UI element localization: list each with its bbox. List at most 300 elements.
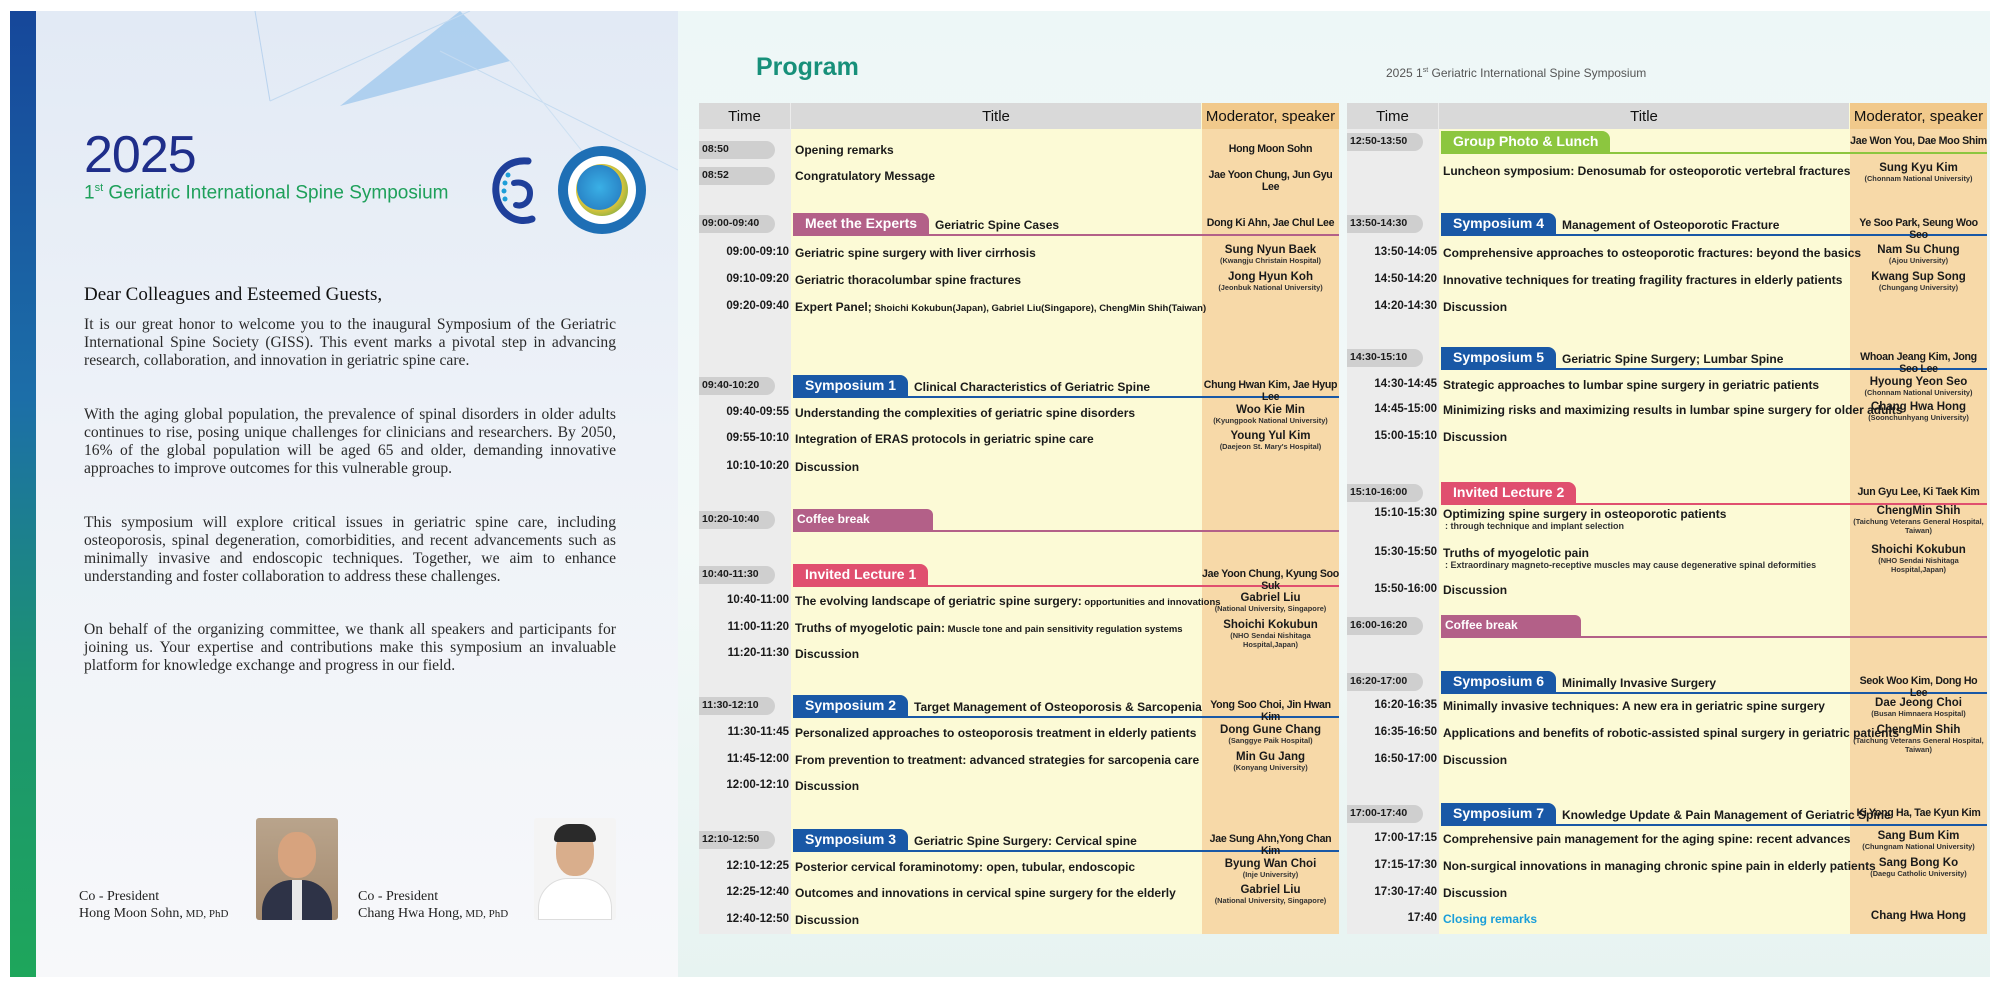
- schedule-row: [699, 511, 1339, 531]
- session-badge: Symposium 1: [793, 375, 908, 397]
- speaker-name: Chung Hwan Kim, Jae Hyup Lee: [1203, 379, 1338, 403]
- session-badge: Coffee break: [793, 509, 933, 531]
- speaker-affiliation: (Kwangju Christain Hospital): [1219, 256, 1321, 265]
- talk-title-text: Discussion: [1443, 886, 1508, 900]
- speaker-name: Dong Gune Chang: [1220, 724, 1321, 736]
- speaker-name: Jae Yoon Chung, Kyung Soo Suk: [1202, 568, 1339, 592]
- talk-title: [795, 300, 1206, 314]
- session-badge: Symposium 5: [1441, 347, 1556, 369]
- schedule-row: [1347, 697, 1987, 717]
- talk-title: [1443, 832, 1850, 846]
- session-badge: Invited Lecture 1: [793, 564, 928, 586]
- speaker-name: Whoan Jeang Kim, Jong Seo Lee: [1860, 351, 1977, 375]
- time-slot: 16:00-16:20: [1347, 617, 1423, 635]
- speaker-name: Sang Bong Ko: [1878, 857, 1959, 869]
- moderator-speaker: [1850, 271, 1987, 292]
- symposium-year: 2025: [84, 126, 196, 184]
- session-subtitle: Clinical Characteristics of Geriatric Spine: [914, 380, 1151, 394]
- schedule-row: [1347, 617, 1987, 637]
- speaker-name: Ye Soo Park, Seung Woo Seo: [1859, 217, 1978, 241]
- schedule-row: [1347, 884, 1987, 904]
- speaker-affiliation: (Ajou University): [1888, 256, 1949, 265]
- schedule-row: [1347, 349, 1987, 375]
- talk-title-text: Discussion: [1443, 583, 1508, 597]
- speaker-name: Hyoung Yeon Seo: [1869, 376, 1968, 388]
- time-slot: 17:00-17:15: [1374, 832, 1437, 844]
- moderator-speaker: [1850, 857, 1987, 878]
- moderator-speaker: [1202, 858, 1339, 879]
- talk-title-text: Comprehensive pain management for the aging spine: recent advances: [1443, 832, 1851, 846]
- president-2-name: Chang Hwa Hong, MD, PhD: [358, 906, 509, 921]
- speaker-affiliation: (Daejeon St. Mary's Hospital): [1219, 442, 1322, 451]
- talk-title-text: Comprehensive approaches to osteoporotic fractures: beyond the basics: [1443, 246, 1862, 260]
- speaker-name: Sang Bum Kim: [1877, 830, 1960, 842]
- time-slot: 14:20-14:30: [1374, 300, 1437, 312]
- session-subtitle: Knowledge Update & Pain Management of Geriatric Spine: [1562, 808, 1891, 822]
- time-slot: 17:00-17:40: [1347, 805, 1423, 823]
- moderator-speaker: [1850, 401, 1987, 422]
- talk-title: [795, 246, 1036, 260]
- speaker-name: Kwang Sup Song: [1871, 271, 1966, 283]
- talk-title: [795, 726, 1196, 740]
- session-badge: Meet the Experts: [793, 213, 929, 235]
- time-slot: 15:10-15:30: [1374, 507, 1437, 519]
- talk-title-text: Luncheon symposium: Denosumab for osteoporotic vertebral fractures: [1443, 164, 1851, 178]
- speaker-affiliation: (National University, Singapore): [1214, 896, 1327, 905]
- speaker-affiliation: (Sanggye Paik Hospital): [1228, 736, 1313, 745]
- schedule-row: [699, 724, 1339, 744]
- time-slot: 11:20-11:30: [727, 647, 789, 659]
- talk-title: [1443, 912, 1537, 926]
- talk-title: [1443, 430, 1507, 444]
- moderator-speaker: [1202, 724, 1339, 745]
- schedule-row: [1347, 484, 1987, 504]
- schedule-row: [699, 430, 1339, 450]
- talk-title: [795, 406, 1135, 420]
- schedule-row: [699, 141, 1339, 161]
- apss-seal-icon: [558, 146, 646, 234]
- schedule-row: [1347, 133, 1987, 153]
- welcome-paragraph-3: This symposium will explore critical issues in geriatric spine care, including osteoporosis, spinal degeneration, comorbidities, and recent advancements such as minimally invasive and endoscopic techniques. Together, we aim to enhance understanding and foster collaboration to address these challenges.: [84, 514, 616, 585]
- speaker-name: Jae Sung Ahn,Yong Chan Kim: [1209, 833, 1332, 857]
- session-divider: [1441, 824, 1987, 826]
- welcome-paragraph-2: With the aging global population, the prevalence of spinal disorders in older adults continues to rise, posing unique challenges for clinicians and researchers. By 2050, 16% of the global population will be aged 65 and older, demanding innovative approaches to improve outcomes for this vulnerable group.: [84, 406, 616, 477]
- talk-title-detail: Muscle tone and pain sensitivity regulation systems: [945, 624, 1183, 635]
- schedule-row: [1347, 544, 1987, 574]
- speaker-name: Ki Yong Ha, Tae Kyun Kim: [1856, 807, 1981, 819]
- talk-title-text: Understanding the complexities of geriatric spine disorders: [795, 406, 1136, 420]
- moderator-speaker: [1850, 135, 1987, 147]
- schedule-row: [1347, 298, 1987, 318]
- speaker-affiliation: (Soonchunhyang University): [1868, 413, 1969, 422]
- schedule-row: [699, 858, 1339, 878]
- time-slot: 14:45-15:00: [1374, 403, 1437, 415]
- moderator-speaker: [1202, 751, 1339, 772]
- time-slot: 14:50-14:20: [1374, 273, 1437, 285]
- time-slot: 11:30-12:10: [699, 697, 775, 715]
- schedule-row: [1347, 581, 1987, 601]
- schedule-row: [699, 298, 1339, 318]
- talk-title: [795, 913, 859, 927]
- session-subtitle: Target Management of Osteoporosis & Sarcopenia: [914, 700, 1202, 714]
- moderator-speaker: [1202, 379, 1339, 403]
- speaker-name: ChengMin Shih: [1876, 505, 1961, 517]
- president-2-role: Co - President: [358, 889, 439, 904]
- speaker-affiliation: (Konyang University): [1233, 763, 1308, 772]
- talk-title-text: Discussion: [795, 913, 860, 927]
- schedule-row: [699, 911, 1339, 931]
- symposium-subtitle: 1st Geriatric International Spine Symposium: [84, 182, 449, 204]
- time-slot: 09:10-09:20: [726, 273, 789, 285]
- moderator-speaker: [1202, 271, 1339, 292]
- time-slot: 14:30-15:10: [1347, 349, 1423, 367]
- speaker-affiliation: (Chungang University): [1878, 283, 1959, 292]
- schedule-row: [1347, 271, 1987, 291]
- time-slot: 09:40-10:20: [699, 377, 775, 395]
- talk-title-text: Integration of ERAS protocols in geriatric spine care: [795, 432, 1094, 446]
- moderator-speaker: [1850, 244, 1987, 265]
- schedule-row: [1347, 724, 1987, 754]
- speaker-affiliation: (NHO Sendai Nishitaga Hospital,Japan): [1230, 631, 1311, 649]
- speaker-affiliation: (Inje University): [1242, 870, 1299, 879]
- session-subtitle: Minimally Invasive Surgery: [1562, 676, 1717, 690]
- talk-title: [1443, 583, 1507, 597]
- moderator-speaker: [1202, 143, 1339, 155]
- talk-title: [1443, 507, 1726, 521]
- talk-title-text: Applications and benefits of robotic-assisted spinal surgery in geriatric patients: [1443, 726, 1900, 740]
- speaker-name: Chang Hwa Hong: [1870, 401, 1967, 413]
- time-slot: 12:10-12:50: [699, 831, 775, 849]
- talk-title: [795, 753, 1199, 767]
- schedule-row: [699, 619, 1339, 649]
- talk-subtitle: : through technique and implant selection: [1445, 521, 1625, 531]
- schedule-row: [1347, 830, 1987, 850]
- talk-title-text: Outcomes and innovations in cervical spine surgery for the elderly: [795, 886, 1176, 900]
- talk-title: [795, 621, 1183, 635]
- talk-title-text: Posterior cervical foraminotomy: open, tubular, endoscopic: [795, 860, 1136, 874]
- moderator-speaker: [1850, 830, 1987, 851]
- schedule-row: [699, 697, 1339, 723]
- moderator-speaker: [1850, 697, 1987, 718]
- talk-title-text: Discussion: [795, 779, 860, 793]
- talk-subtitle: : Extraordinary magneto-receptive muscles may cause degenerative spinal deformities: [1445, 560, 1817, 570]
- speaker-affiliation: (Taichung Veterans General Hospital, Taiwan): [1853, 736, 1984, 754]
- schedule-table-left: [699, 103, 1339, 934]
- speaker-affiliation: (NHO Sendai Nishitaga Hospital,Japan): [1878, 556, 1959, 574]
- talk-title-text: Discussion: [1443, 300, 1508, 314]
- moderator-speaker: [1850, 351, 1987, 375]
- speaker-affiliation: (National University, Singapore): [1214, 604, 1327, 613]
- schedule-row: [1347, 162, 1987, 182]
- moderator-speaker: [1202, 404, 1339, 425]
- talk-title: [1443, 726, 1899, 740]
- schedule-row: [1347, 910, 1987, 930]
- session-badge: Symposium 3: [793, 829, 908, 851]
- moderator-speaker: [1850, 162, 1987, 183]
- talk-title-text: Discussion: [1443, 753, 1508, 767]
- talk-title-text: Optimizing spine surgery in osteoporotic patients: [1443, 507, 1727, 521]
- moderator-speaker: [1850, 544, 1987, 574]
- talk-title-text: Closing remarks: [1443, 912, 1538, 926]
- greeting: Dear Colleagues and Esteemed Guests,: [84, 284, 383, 305]
- speaker-name: Shoichi Kokubun: [1871, 544, 1966, 556]
- talk-title: [795, 886, 1176, 900]
- speaker-name: ChengMin Shih: [1876, 724, 1961, 736]
- welcome-paragraph-4: On behalf of the organizing committee, we thank all speakers and participants for joining us. Your expertise and contributions make this symposium an invaluable platform for knowledge exchange and progress in our field.: [84, 621, 616, 674]
- header-time: Time: [1347, 103, 1438, 129]
- talk-title-text: Discussion: [795, 460, 860, 474]
- talk-title: [1443, 246, 1861, 260]
- speaker-name: Seok Woo Kim, Dong Ho Lee: [1859, 675, 1978, 699]
- time-slot: 16:50-17:00: [1374, 753, 1437, 765]
- session-title: Congratulatory Message: [795, 169, 936, 183]
- talk-title-text: Non-surgical innovations in managing chronic spine pain in elderly patients: [1443, 859, 1876, 873]
- session-subtitle: Management of Osteoporotic Fracture: [1562, 218, 1780, 232]
- time-slot: 12:00-12:10: [726, 779, 789, 791]
- speaker-affiliation: (Chungnam National University): [1862, 842, 1975, 851]
- program-subtitle: 2025 1st Geriatric International Spine Symposium: [1386, 66, 1647, 80]
- speaker-name: Jong Hyun Koh: [1228, 271, 1313, 283]
- speaker-name: Sung Nyun Baek: [1224, 244, 1317, 256]
- talk-title-text: Truths of myogelotic pain: [1443, 546, 1590, 560]
- speaker-name: Sung Kyu Kim: [1879, 162, 1958, 174]
- schedule-row: [1347, 857, 1987, 877]
- time-slot: 16:20-17:00: [1347, 673, 1423, 691]
- time-slot: 10:40-11:00: [726, 594, 789, 606]
- schedule-row: [699, 215, 1339, 235]
- speaker-affiliation: (Taichung Veterans General Hospital, Taiwan): [1853, 517, 1984, 535]
- speaker-name: Chang Hwa Hong: [1870, 910, 1967, 922]
- speaker-name: Gabriel Liu: [1240, 884, 1301, 896]
- speaker-name: Nam Su Chung: [1877, 244, 1960, 256]
- speaker-name: Byung Wan Choi: [1224, 858, 1317, 870]
- president-photo-1: [256, 818, 338, 920]
- time-slot: 09:00-09:10: [726, 246, 789, 258]
- moderator-speaker: [1202, 244, 1339, 265]
- time-slot: 10:10-10:20: [726, 460, 789, 472]
- schedule-row: [699, 751, 1339, 771]
- session-badge: Symposium 6: [1441, 671, 1556, 693]
- schedule-row: [699, 831, 1339, 857]
- moderator-speaker: [1202, 169, 1339, 193]
- time-slot: 11:00-11:20: [727, 621, 789, 633]
- schedule-row: [699, 884, 1339, 904]
- speaker-name: Jae Won You, Dae Moo Shim: [1850, 135, 1987, 147]
- schedule-row: [699, 566, 1339, 592]
- time-slot: 10:20-10:40: [699, 511, 775, 529]
- speaker-name: Jun Gyu Lee, Ki Taek Kim: [1857, 486, 1980, 498]
- time-slot: 09:20-09:40: [726, 300, 789, 312]
- talk-title: [1443, 859, 1876, 873]
- time-slot: 17:15-17:30: [1374, 859, 1437, 871]
- talk-title: [1443, 403, 1902, 417]
- talk-title-text: Minimally invasive techniques: A new era in geriatric spine surgery: [1443, 699, 1825, 713]
- session-badge: Symposium 2: [793, 695, 908, 717]
- moderator-speaker: [1202, 568, 1339, 592]
- talk-title-text: From prevention to treatment: advanced strategies for sarcopenia care: [795, 753, 1200, 767]
- talk-title-text: Personalized approaches to osteoporosis treatment in elderly patients: [795, 726, 1197, 740]
- speaker-name: Jae Yoon Chung, Jun Gyu Lee: [1208, 169, 1333, 193]
- giss-logo-icon: [488, 153, 546, 229]
- schedule-row: [1347, 805, 1987, 825]
- talk-title-detail: Shoichi Kokubun(Japan), Gabriel Liu(Singapore), ChengMin Shih(Taiwan): [871, 303, 1207, 314]
- time-slot: 17:30-17:40: [1374, 886, 1437, 898]
- schedule-row: [1347, 244, 1987, 264]
- time-slot: 13:50-14:05: [1374, 246, 1437, 258]
- time-slot: 15:30-15:50: [1374, 546, 1437, 558]
- time-slot: 12:50-13:50: [1347, 133, 1423, 151]
- schedule-row: [699, 244, 1339, 264]
- moderator-speaker: [1850, 675, 1987, 699]
- talk-title: [795, 460, 859, 474]
- time-slot: 16:35-16:50: [1374, 726, 1437, 738]
- session-title: Opening remarks: [795, 143, 894, 157]
- talk-title: [795, 860, 1135, 874]
- talk-title: [1443, 546, 1589, 560]
- speaker-name: Min Gu Jang: [1236, 751, 1305, 763]
- schedule-row: [1347, 673, 1987, 699]
- header-moderator: Moderator, speaker: [1202, 103, 1339, 129]
- session-divider: [1441, 152, 1987, 154]
- speaker-name: Woo Kie Min: [1236, 404, 1305, 416]
- president-photo-2: [534, 818, 616, 920]
- time-slot: 12:40-12:50: [726, 913, 789, 925]
- moderator-speaker: [1202, 430, 1339, 451]
- speaker-affiliation: (Kyungpook National University): [1213, 416, 1328, 425]
- time-slot: 15:10-16:00: [1347, 484, 1423, 502]
- time-slot: 08:50: [699, 141, 775, 159]
- program-title: Program: [756, 53, 859, 81]
- moderator-speaker: [1850, 910, 1987, 922]
- time-slot: 17:40: [1407, 912, 1437, 924]
- time-slot: 12:25-12:40: [726, 886, 789, 898]
- time-slot: 09:00-09:40: [699, 215, 775, 233]
- accent-bar: [10, 11, 36, 977]
- moderator-speaker: [1202, 699, 1339, 723]
- schedule-row: [1347, 376, 1987, 396]
- speaker-name: Gabriel Liu: [1240, 592, 1301, 604]
- schedule-row: [699, 404, 1339, 424]
- schedule-row: [1347, 505, 1987, 535]
- talk-title-text: Discussion: [1443, 430, 1508, 444]
- time-slot: 13:50-14:30: [1347, 215, 1423, 233]
- talk-title: [1443, 164, 1850, 178]
- speaker-name: Hong Moon Sohn: [1228, 143, 1313, 155]
- time-slot: 11:45-12:00: [726, 753, 789, 765]
- session-badge: Group Photo & Lunch: [1441, 131, 1610, 153]
- talk-title: [1443, 378, 1819, 392]
- moderator-speaker: [1850, 807, 1987, 819]
- schedule-table-right: [1347, 103, 1987, 934]
- talk-title: [795, 647, 859, 661]
- moderator-speaker: [1202, 884, 1339, 905]
- time-slot: 16:20-16:35: [1374, 699, 1437, 711]
- talk-title-text: The evolving landscape of geriatric spine surgery:: [795, 594, 1082, 608]
- time-slot: 09:55-10:10: [726, 432, 789, 444]
- president-1-name: Hong Moon Sohn, MD, PhD: [79, 906, 229, 921]
- talk-title-text: Geriatric thoracolumbar spine fractures: [795, 273, 1022, 287]
- session-divider: [793, 530, 1339, 532]
- speaker-name: Shoichi Kokubun: [1223, 619, 1318, 631]
- session-badge: Invited Lecture 2: [1441, 482, 1576, 504]
- talk-title: [795, 273, 1021, 287]
- session-badge: Coffee break: [1441, 615, 1581, 637]
- session-divider: [793, 234, 1339, 236]
- time-slot: 12:10-12:25: [726, 860, 789, 872]
- session-subtitle: Geriatric Spine Surgery: Cervical spine: [914, 834, 1137, 848]
- talk-title: [1443, 300, 1507, 314]
- talk-title: [795, 432, 1094, 446]
- schedule-row: [699, 645, 1339, 665]
- session-subtitle: Geriatric Spine Surgery; Lumbar Spine: [1562, 352, 1784, 366]
- talk-title-text: Innovative techniques for treating fragility fractures in elderly patients: [1443, 273, 1843, 287]
- talk-title-detail: opportunities and innovations: [1081, 597, 1221, 608]
- header-title: Title: [1439, 103, 1849, 129]
- speaker-name: Dong Ki Ahn, Jae Chul Lee: [1206, 217, 1335, 229]
- talk-title-text: Strategic approaches to lumbar spine surgery in geriatric patients: [1443, 378, 1820, 392]
- moderator-speaker: [1850, 217, 1987, 241]
- schedule-row: [699, 377, 1339, 403]
- session-badge: Symposium 7: [1441, 803, 1556, 825]
- schedule-row: [1347, 215, 1987, 241]
- time-slot: 15:00-15:10: [1374, 430, 1437, 442]
- schedule-row: [699, 271, 1339, 291]
- header-title: Title: [791, 103, 1201, 129]
- moderator-speaker: [1850, 486, 1987, 498]
- talk-title-text: Expert Panel;: [795, 300, 872, 314]
- moderator-speaker: [1202, 592, 1339, 613]
- time-slot: 14:30-14:45: [1374, 378, 1437, 390]
- time-slot: 15:50-16:00: [1374, 583, 1437, 595]
- schedule-row: [699, 167, 1339, 193]
- talk-title-text: Truths of myogelotic pain:: [795, 621, 946, 635]
- moderator-speaker: [1850, 724, 1987, 754]
- president-1-role: Co - President: [79, 889, 160, 904]
- talk-title: [795, 779, 859, 793]
- schedule-row: [699, 592, 1339, 612]
- session-divider: [1441, 636, 1987, 638]
- header-time: Time: [699, 103, 790, 129]
- moderator-speaker: [1850, 376, 1987, 397]
- speaker-name: Yong Soo Choi, Jin Hwan Kim: [1210, 699, 1331, 723]
- schedule-row: [1347, 751, 1987, 771]
- schedule-row: [1347, 401, 1987, 421]
- speaker-affiliation: (Daegu Catholic University): [1870, 869, 1967, 878]
- talk-title: [1443, 753, 1507, 767]
- time-slot: 08:52: [699, 167, 775, 185]
- time-slot: 10:40-11:30: [699, 566, 775, 584]
- schedule-row: [1347, 428, 1987, 448]
- speaker-affiliation: (Busan Himnaera Hospital): [1871, 709, 1966, 718]
- moderator-speaker: [1202, 217, 1339, 229]
- speaker-affiliation: (Chonnam National University): [1864, 388, 1973, 397]
- speaker-name: Dae Jeong Choi: [1875, 697, 1962, 709]
- speaker-affiliation: (Chonnam National University): [1864, 174, 1973, 183]
- header-moderator: Moderator, speaker: [1850, 103, 1987, 129]
- time-slot: 11:30-11:45: [727, 726, 789, 738]
- speaker-affiliation: (Jeonbuk National University): [1218, 283, 1323, 292]
- talk-title-text: Geriatric spine surgery with liver cirrhosis: [795, 246, 1036, 260]
- talk-title-text: Discussion: [795, 647, 860, 661]
- talk-title: [1443, 886, 1507, 900]
- talk-title: [1443, 273, 1842, 287]
- time-slot: 09:40-09:55: [726, 406, 789, 418]
- session-badge: Symposium 4: [1441, 213, 1556, 235]
- schedule-row: [699, 458, 1339, 478]
- talk-title: [1443, 699, 1825, 713]
- moderator-speaker: [1850, 505, 1987, 535]
- moderator-speaker: [1202, 833, 1339, 857]
